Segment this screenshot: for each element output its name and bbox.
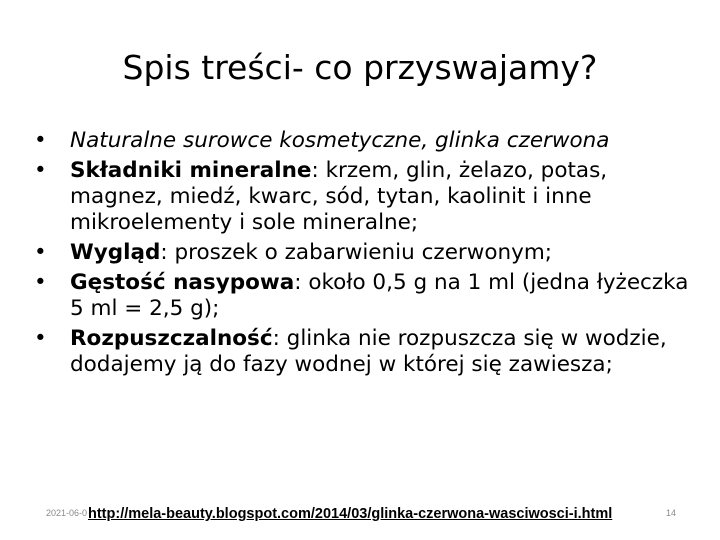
bullet-item [30, 158, 700, 236]
bullet-marker: • [34, 158, 47, 183]
bullet-marker: • [34, 128, 47, 153]
bullet-text: : glinka nie rozpuszcza się w wodzie, dodajemy ją do fazy wodnej w której się zawiesza; [70, 326, 667, 377]
source-link[interactable]: http://mela-beauty.blogspot.com/2014/03/glinka-czerwona-wasciwosci-i.html [88, 506, 613, 522]
bullet-marker: • [34, 240, 47, 265]
bullet-item [30, 240, 700, 266]
bullet-label: Gęstość nasypowa [70, 270, 295, 295]
bullet-label: Rozpuszczalność [70, 326, 273, 351]
bullet-list [30, 128, 700, 382]
bullet-item [30, 270, 700, 322]
bullet-label: Składniki mineralne [70, 158, 312, 183]
page-number: 14 [666, 508, 677, 518]
bullet-text: : krzem, glin, żelazo, potas, magnez, miedź, kwarc, sód, tytan, kaolinit i inne mikroelementy i sole mineralne; [70, 158, 608, 235]
bullet-item [30, 128, 700, 154]
bullet-text: Naturalne surowce kosmetyczne, glinka czerwona [70, 128, 610, 153]
slide-footer [0, 503, 720, 527]
bullet-marker: • [34, 326, 47, 351]
bullet-label: Wygląd [70, 240, 161, 265]
bullet-text: : proszek o zabarwieniu czerwonym; [160, 240, 553, 265]
bullet-item [30, 326, 700, 378]
slide-title: Spis treści- co przyswajamy? [122, 48, 598, 87]
bullet-text: : około 0,5 g na 1 ml (jedna łyżeczka 5 ml = 2,5 g); [70, 270, 689, 321]
footer-date: 2021-06-0 [46, 508, 88, 518]
bullet-marker: • [34, 270, 47, 295]
